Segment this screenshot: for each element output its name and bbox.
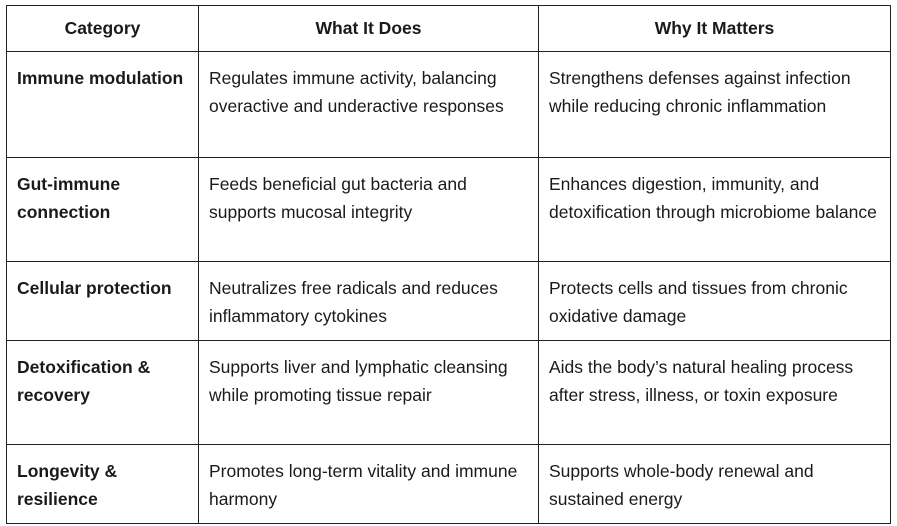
category-cell: Cellular protection	[7, 262, 199, 341]
why-cell: Protects cells and tissues from chronic oxidative damage	[539, 262, 891, 341]
header-row	[7, 6, 891, 52]
category-cell: Detoxification & recovery	[7, 341, 199, 445]
what-cell: Promotes long-term vitality and immune harmony	[199, 445, 539, 524]
table-row	[7, 445, 891, 524]
header-what-it-does: What It Does	[199, 6, 539, 52]
table-row	[7, 52, 891, 158]
what-cell: Regulates immune activity, balancing overactive and underactive responses	[199, 52, 539, 158]
what-cell: Neutralizes free radicals and reduces inflammatory cytokines	[199, 262, 539, 341]
table-row	[7, 262, 891, 341]
what-cell: Feeds beneficial gut bacteria and supports mucosal integrity	[199, 158, 539, 262]
why-cell: Supports whole-body renewal and sustained energy	[539, 445, 891, 524]
header-why-it-matters: Why It Matters	[539, 6, 891, 52]
category-cell: Immune modulation	[7, 52, 199, 158]
why-cell: Enhances digestion, immunity, and detoxification through microbiome balance	[539, 158, 891, 262]
category-cell: Gut-immune connection	[7, 158, 199, 262]
why-cell: Strengthens defenses against infection while reducing chronic inflammation	[539, 52, 891, 158]
table-row	[7, 158, 891, 262]
table-row	[7, 341, 891, 445]
what-cell: Supports liver and lymphatic cleansing while promoting tissue repair	[199, 341, 539, 445]
category-cell: Longevity & resilience	[7, 445, 199, 524]
benefits-table	[6, 5, 891, 524]
header-category: Category	[7, 6, 199, 52]
why-cell: Aids the body’s natural healing process after stress, illness, or toxin exposure	[539, 341, 891, 445]
